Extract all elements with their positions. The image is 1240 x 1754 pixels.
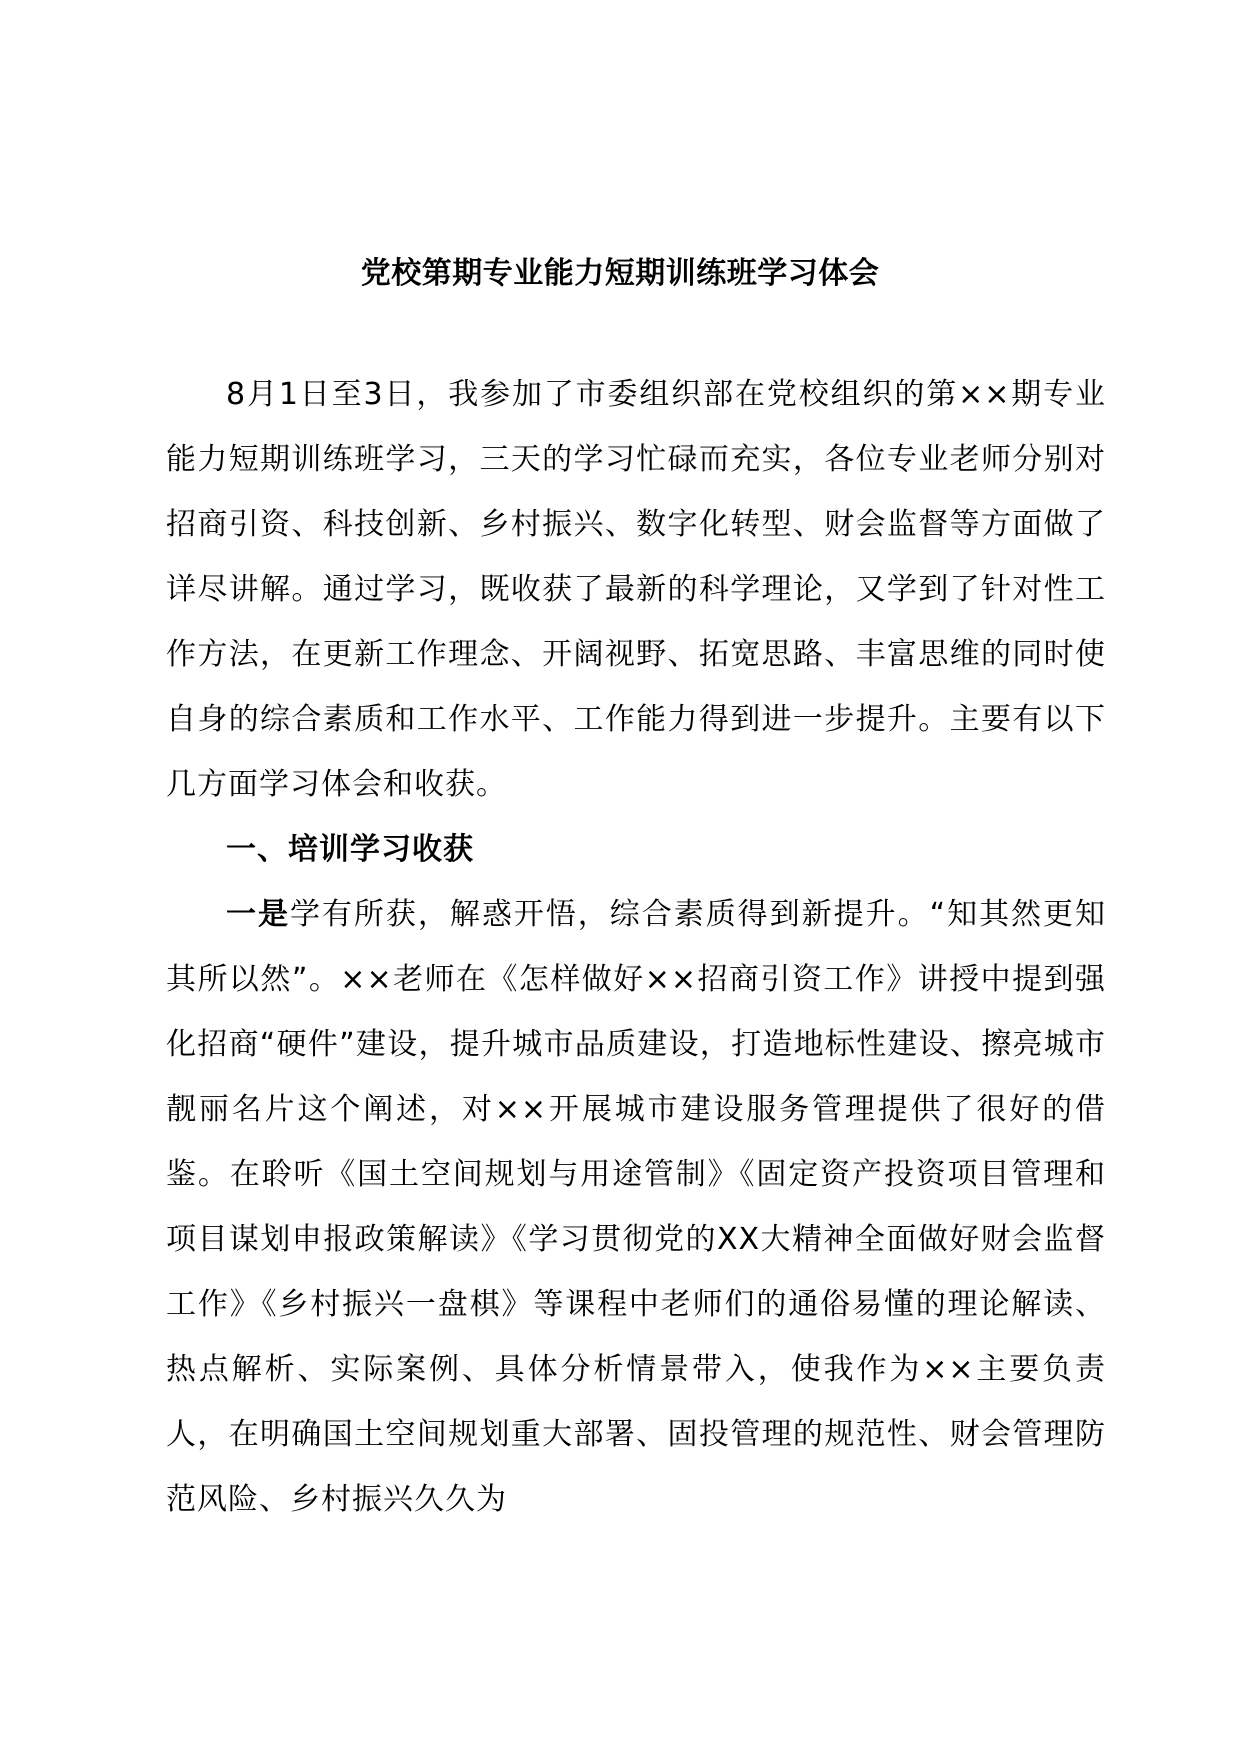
intro-paragraph: 8月1日至3日，我参加了市委组织部在党校组织的第××期专业能力短期训练班学习，三天的学习忙碌而充实，各位专业老师分别对招商引资、科技创新、乡村振兴、数字化转型、财会监督等方面做了详尽讲解。通过学习，既收获了最新的科学理论，又学到了针对性工作方法，在更新工作理念、开阔视野、拓宽思路、丰富思维的同时使自身的综合素质和工作水平、工作能力得到进一步提升。主要有以下几方面学习体会和收获。 (166, 377, 1106, 802)
document-title: 党校第期专业能力短期训练班学习体会 (360, 256, 880, 291)
point-1-text: 学有所获，解惑开悟，综合素质得到新提升。“知其然更知其所以然”。××老师在《怎样做好××招商引资工作》讲授中提到强化招商“硬件”建设，提升城市品质建设，打造地标性建设、擦亮城市靓丽名片这个阐述，对××开展城市建设服务管理提供了很好的借鉴。在聆听《国土空间规划与用途管制》《固定资产投资项目管理和项目谋划申报政策解读》《学习贯彻党的XX大精神全面做好财会监督工作》《乡村振兴一盘棋》等课程中老师们的通俗易懂的理论解读、热点解析、实际案例、具体分析情景带入，使我作为××主要负责人，在明确国土空间规划重大部署、固投管理的规范性、财会管理防范风险、乡村振兴久久为 (166, 897, 1107, 1517)
document-body (166, 362, 1106, 1532)
point-1-lead: 一是 (226, 897, 290, 932)
section-heading-training-gains: 一、培训学习收获 (226, 832, 474, 867)
point-1-paragraph (166, 882, 1106, 1532)
